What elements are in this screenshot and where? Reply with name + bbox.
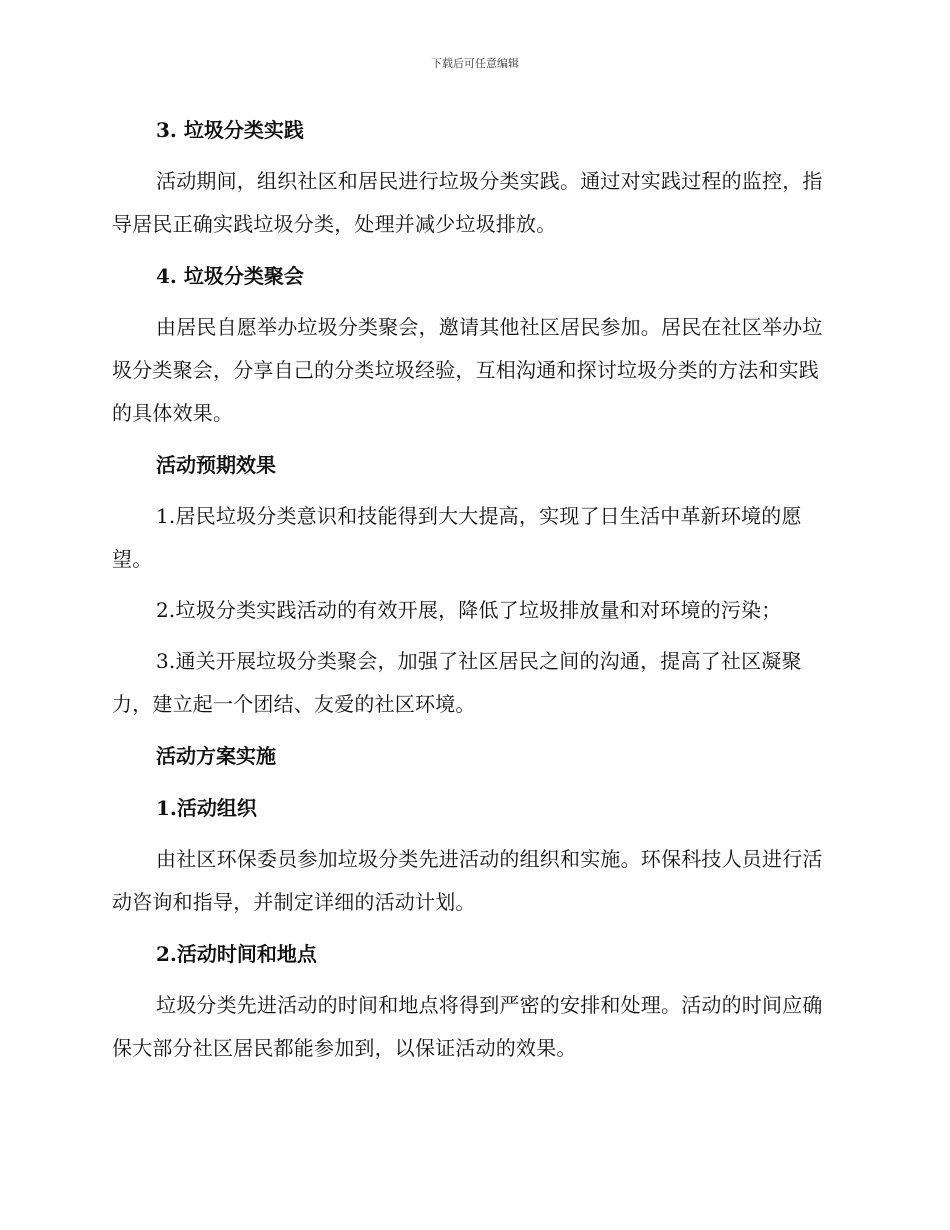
document-body: [112, 108, 832, 1078]
paragraph-effect-1: 1.居民垃圾分类意识和技能得到大大提高，实现了日生活中革新环境的愿望。: [112, 504, 802, 571]
paragraph-effect-2: 2.垃圾分类实践活动的有效开展，降低了垃圾排放量和对环境的污染；: [156, 598, 782, 622]
paragraph-practice: 活动期间，组织社区和居民进行垃圾分类实践。通过对实践过程的监控，指导居民正确实践垃圾分类，处理并减少垃圾排放。: [112, 169, 823, 236]
section-heading-organization: 1.活动组织: [156, 796, 257, 820]
page-header: 下载后可任意编辑: [431, 57, 519, 70]
paragraph-organization: 由社区环保委员参加垃圾分类先进活动的组织和实施。环保科技人员进行活动咨询和指导，并制定详细的活动计划。: [112, 847, 823, 914]
section-heading-waste-sorting-gathering: 4. 垃圾分类聚会: [156, 264, 304, 288]
paragraph-time-and-place: 垃圾分类先进活动的时间和地点将得到严密的安排和处理。活动的时间应确保大部分社区居民都能参加到，以保证活动的效果。: [112, 993, 823, 1060]
section-heading-waste-sorting-practice: 3. 垃圾分类实践: [156, 118, 304, 142]
paragraph-gathering: 由居民自愿举办垃圾分类聚会，邀请其他社区居民参加。居民在社区举办垃圾分类聚会，分享自己的分类垃圾经验，互相沟通和探讨垃圾分类的方法和实践的具体效果。: [112, 315, 823, 425]
section-heading-expected-effects: 活动预期效果: [156, 453, 276, 477]
section-heading-implementation: 活动方案实施: [156, 744, 276, 768]
paragraph-effect-3: 3.通关开展垃圾分类聚会，加强了社区居民之间的沟通，提高了社区凝聚力，建立起一个团结、友爱的社区环境。: [112, 649, 802, 716]
section-heading-time-and-place: 2.活动时间和地点: [156, 942, 317, 966]
